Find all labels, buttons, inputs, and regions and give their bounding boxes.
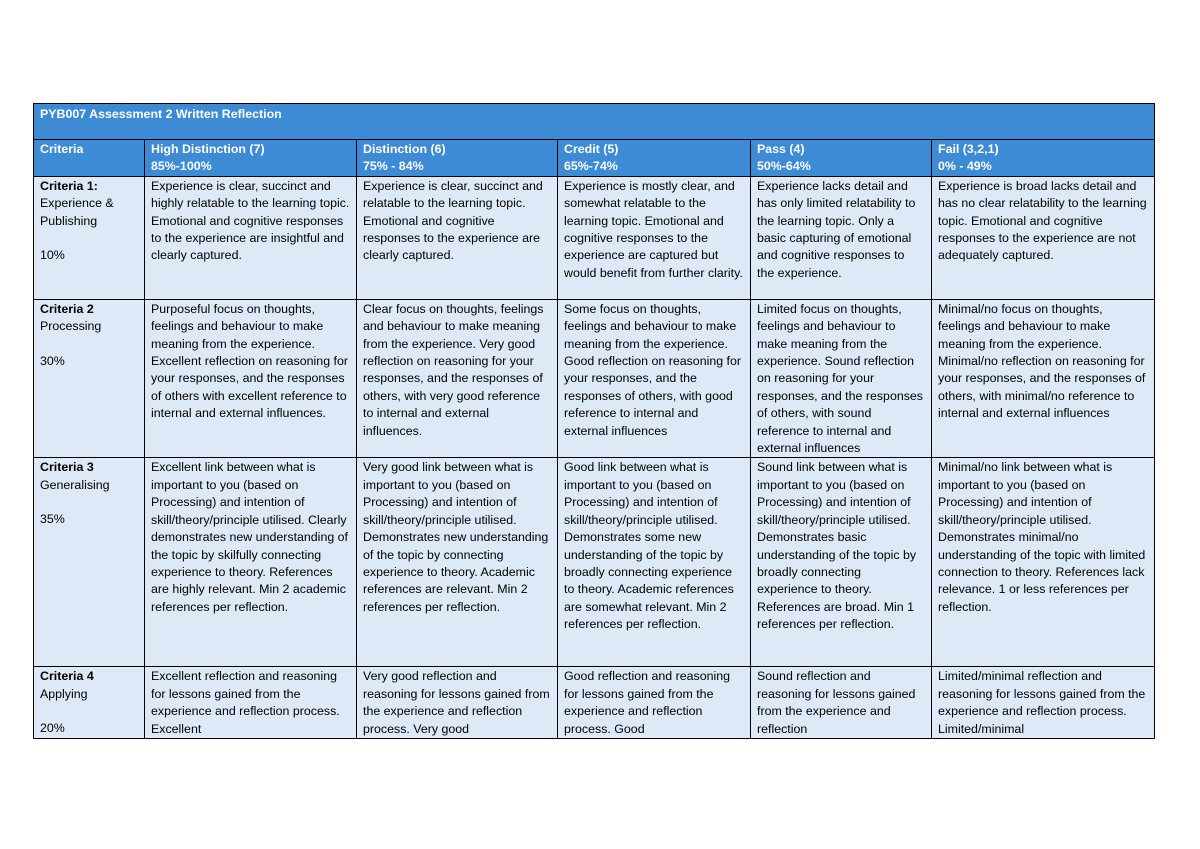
rubric-cell: Purposeful focus on thoughts, feelings and behaviour to make meaning from the experience. Excellent reflection on reasoning for your responses, and the responses of others with excellent reference to internal and external influences. [145, 299, 357, 458]
rubric-cell: Experience is clear, succinct and highly relatable to the learning topic. Emotional and cognitive responses to the experience are insightful and clearly captured. [145, 176, 357, 299]
level-header-p [751, 140, 932, 177]
rubric-cell: Some focus on thoughts, feelings and behaviour to make meaning from the experience. Good reflection on reasoning for your responses, and the responses of others, with good reference to internal and external influences [558, 299, 751, 458]
criteria-subtitle: Generalising [40, 477, 110, 492]
criteria-weight: 30% [40, 353, 65, 368]
title-row [34, 104, 1155, 140]
criteria-label: Criteria 3 [40, 460, 94, 475]
rubric-cell: Good link between what is important to you (based on Processing) and intention of skill/theory/principle utilised. Demonstrates some new understanding of the topic by broadly connecting experience to theory. Academic references are somewhat relevant. Min 2 references per reflection. [558, 458, 751, 667]
rubric-cell: Sound link between what is important to you (based on Processing) and intention of skill/theory/principle utilised. Demonstrates basic understanding of the topic by broadly connecting experience to theory. References are broad. Min 1 references per reflection. [751, 458, 932, 667]
rubric-cell: Clear focus on thoughts, feelings and behaviour to make meaning from the experience. Very good reflection on reasoning for your responses, and the responses of others, with very good reference to internal and external influences. [357, 299, 558, 458]
criteria-subtitle: Applying [40, 686, 88, 701]
rubric-cell: Excellent link between what is important to you (based on Processing) and intention of skill/theory/principle utilised. Clearly demonstrates new understanding of the topic by skilfully connecting experience to theory. References are highly relevant. Min 2 academic references per reflection. [145, 458, 357, 667]
criteria-row-1 [34, 176, 1155, 299]
criteria-cell [34, 667, 145, 739]
criteria-row-2 [34, 299, 1155, 458]
level-name: Fail (3,2,1) [938, 142, 999, 156]
rubric-cell: Very good link between what is important to you (based on Processing) and intention of skill/theory/principle utilised. Demonstrates new understanding of the topic by connecting experience to theory. Academic references are relevant. Min 2 references per reflection. [357, 458, 558, 667]
criteria-weight: 20% [40, 721, 65, 736]
criteria-label: Criteria 4 [40, 669, 94, 684]
rubric-cell: Very good reflection and reasoning for lessons gained from the experience and reflection process. Very good [357, 667, 558, 739]
level-range: 50%-64% [757, 159, 811, 174]
criteria-label: Criteria 2 [40, 301, 94, 316]
rubric-title: PYB007 Assessment 2 Written Reflection [34, 104, 1155, 140]
rubric-cell: Limited focus on thoughts, feelings and behaviour to make meaning from the experience. Sound reflection on reasoning for your responses, and the responses of others, with sound reference to internal and external influences [751, 299, 932, 458]
level-range: 85%-100% [151, 159, 212, 174]
criteria-row-4 [34, 667, 1155, 739]
rubric-cell: Experience lacks detail and has only limited relatability to the learning topic. Only a basic capturing of emotional and cognitive responses to the experience. [751, 176, 932, 299]
level-header-c [558, 140, 751, 177]
criteria-row-3 [34, 458, 1155, 667]
level-name: Pass (4) [757, 142, 805, 156]
level-name: Distinction (6) [363, 142, 446, 156]
criteria-subtitle: Experience & Publishing [40, 196, 114, 228]
level-header-f [932, 140, 1155, 177]
criteria-weight: 35% [40, 512, 65, 527]
level-name: High Distinction (7) [151, 142, 265, 156]
criteria-subtitle: Processing [40, 319, 102, 334]
criteria-label: Criteria 1: [40, 178, 98, 193]
criteria-header: Criteria [34, 140, 145, 177]
rubric-cell: Excellent reflection and reasoning for lessons gained from the experience and reflection process. Excellent [145, 667, 357, 739]
level-range: 65%-74% [564, 159, 618, 174]
rubric-table [33, 103, 1155, 739]
rubric-cell: Minimal/no link between what is important to you (based on Processing) and intention of skill/theory/principle utilised. Demonstrates minimal/no understanding of the topic with limited connection to theory. References lack relevance. 1 or less references per reflection. [932, 458, 1155, 667]
criteria-weight: 10% [40, 248, 65, 263]
rubric-cell: Experience is broad lacks detail and has no clear relatability to the learning topic. Emotional and cognitive responses to the experience are not adequately captured. [932, 176, 1155, 299]
level-range: 0% - 49% [938, 159, 992, 174]
level-header-hd [145, 140, 357, 177]
criteria-cell [34, 458, 145, 667]
criteria-cell [34, 176, 145, 299]
rubric-cell: Experience is clear, succinct and relatable to the learning topic. Emotional and cognitive responses to the experience are clearly captured. [357, 176, 558, 299]
rubric-cell: Sound reflection and reasoning for lessons gained from the experience and reflection [751, 667, 932, 739]
rubric-cell: Limited/minimal reflection and reasoning for lessons gained from the experience and reflection process. Limited/minimal [932, 667, 1155, 739]
level-range: 75% - 84% [363, 159, 424, 174]
rubric-cell: Good reflection and reasoning for lessons gained from the experience and reflection process. Good [558, 667, 751, 739]
rubric-cell: Experience is mostly clear, and somewhat relatable to the learning topic. Emotional and cognitive responses to the experience are captured but would benefit from further clarity. [558, 176, 751, 299]
rubric-cell: Minimal/no focus on thoughts, feelings and behaviour to make meaning from the experience. Minimal/no reflection on reasoning for your responses, and the responses of others, with minimal/no reference to internal and external influences [932, 299, 1155, 458]
level-header-d [357, 140, 558, 177]
header-row [34, 140, 1155, 177]
criteria-cell [34, 299, 145, 458]
level-name: Credit (5) [564, 142, 619, 156]
